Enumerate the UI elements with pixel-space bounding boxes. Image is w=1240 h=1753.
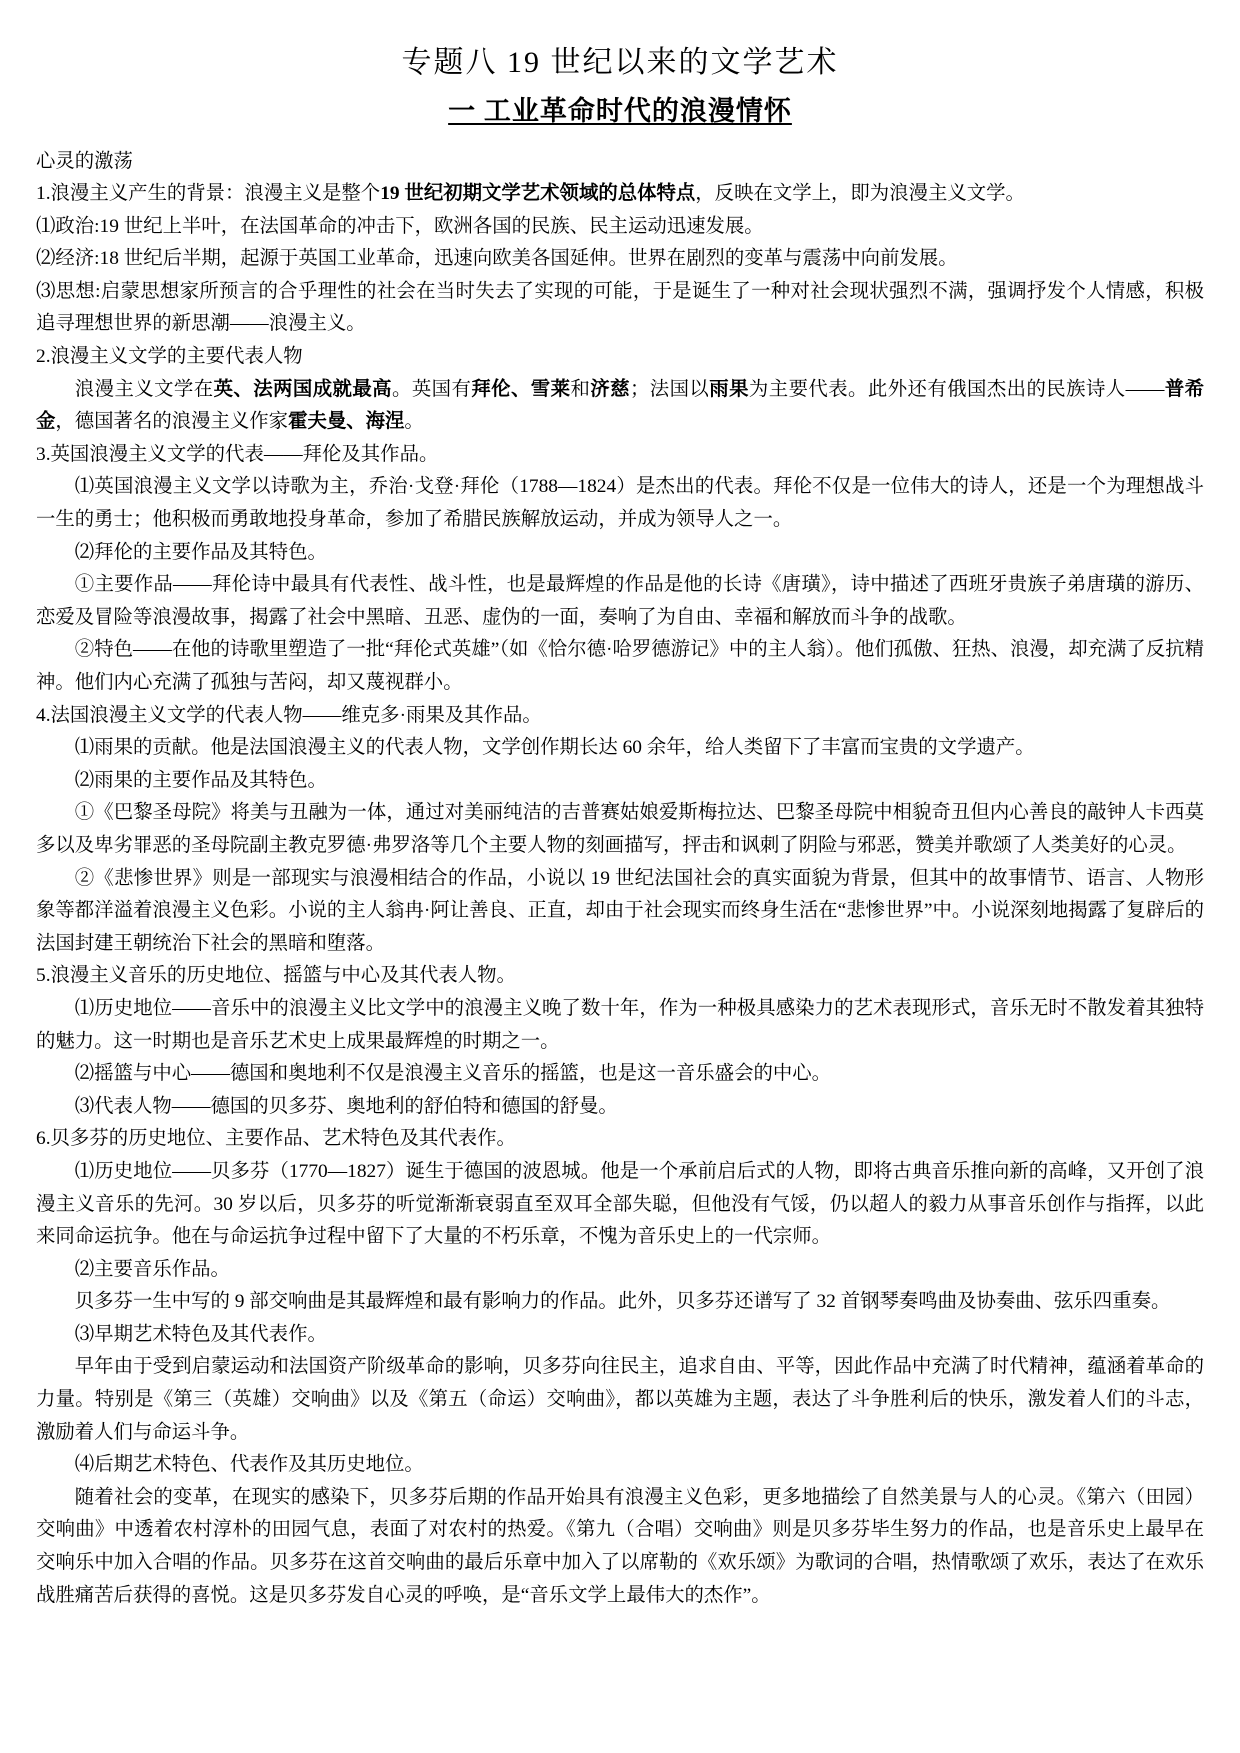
p-1-2-economy [36,243,1204,276]
p-6-heading [36,1123,1204,1156]
p-6-3-body [36,1351,1204,1449]
p-3-2 [36,537,1204,570]
p-1-3-thought [36,276,1204,341]
emphasis-run: 英、法两国成就最高 [213,378,393,400]
emphasis-run: 普希金 [36,378,1205,433]
p-6-2 [36,1254,1204,1287]
p-4-2-2 [36,863,1204,961]
text-run: 随着社会的变革，在现实的感染下，贝多芬后期的作品开始具有浪漫主义色彩，更多地描绘了自然美景与人的心灵。《第六（田园）交响曲》中透着农村淳朴的田园气息，表面了对农村的热爱。《第九（合唱）交响曲》则是贝多芬毕生努力的作品，也是音乐史上最早在交响乐中加入合唱的作品。贝多芬在这首交响曲的最后乐章中加入了以席勒的《欢乐颂》为歌词的合唱，热情歌颂了欢乐，表达了在欢乐战胜痛苦后获得的喜悦。这是贝多芬发自心灵的呼唤，是“音乐文学上最伟大的杰作”。 [36,1486,1204,1606]
text-run: ⑶思想:启蒙思想家所预言的合乎理性的社会在当时失去了实现的可能，于是诞生了一种对社会现状强烈不满，强调抒发个人情感，积极追寻理想世界的新思潮——浪漫主义。 [36,280,1204,335]
text-run: 2.浪漫主义文学的主要代表人物 [36,346,303,368]
text-run: ；法国以 [629,378,710,400]
page-subtitle-text: 一 工业革命时代的浪漫情怀 [448,96,792,126]
text-run: 浪漫主义文学在 [74,378,214,400]
emphasis-run: 济慈 [590,378,630,400]
p-6-4 [36,1449,1204,1482]
p-6-3 [36,1319,1204,1352]
text-run: ⑷后期艺术特色、代表作及其历史地位。 [74,1454,424,1476]
document-body [36,146,1204,1613]
text-run: 早年由于受到启蒙运动和法国资产阶级革命的影响，贝多芬向往民主，追求自由、平等，因此作品中充满了时代精神，蕴涵着革命的力量。特别是《第三（英雄）交响曲》以及《第五（命运）交响曲》，都以英雄为主题，表达了斗争胜利后的快乐，激发着人们的斗志，激励着人们与命运斗争。 [36,1356,1204,1443]
text-run: ，反映在文学上，即为浪漫主义文学。 [695,183,1025,205]
p-4-heading [36,700,1204,733]
text-run: ②特色——在他的诗歌里塑造了一批“拜伦式英雄”（如《恰尔德·哈罗德游记》中的主人翁）。他们孤傲、狂热、浪漫，却充满了反抗精神。他们内心充满了孤独与苦闷，却又蔑视群小。 [36,639,1204,693]
p-5-2 [36,1058,1204,1091]
paragraph-list [36,178,1204,1612]
p-3-2-1 [36,569,1204,634]
emphasis-run: 19 世纪初期文学艺术领域的总体特点 [380,183,696,205]
section-label: 心灵的激荡 [36,150,133,172]
p-5-heading [36,960,1204,993]
p-2-heading [36,341,1204,374]
p-3-heading [36,439,1204,472]
text-run: ⑶早期艺术特色及其代表作。 [74,1323,327,1345]
page-subtitle [36,91,1204,132]
text-run: ⑵拜伦的主要作品及其特色。 [74,541,327,563]
text-run: ⑵雨果的主要作品及其特色。 [74,769,327,791]
text-run: ，德国著名的浪漫主义作家 [55,411,289,433]
p-5-1 [36,993,1204,1058]
text-run: ①《巴黎圣母院》将美与丑融为一体，通过对美丽纯洁的吉普赛姑娘爱斯梅拉达、巴黎圣母院中相貌奇丑但内心善良的敲钟人卡西莫多以及卑劣罪恶的圣母院副主教克罗德·弗罗洛等几个主要人物的刻画描写，抨击和讽刺了阴险与邪恶，赞美并歌颂了人类美好的心灵。 [36,802,1204,856]
p-6-4-body [36,1482,1204,1612]
emphasis-run: 霍夫曼、海涅 [288,411,405,433]
p-4-1 [36,732,1204,765]
p-1-background [36,178,1204,211]
text-run: 1.浪漫主义产生的背景：浪漫主义是整个 [36,183,381,205]
p-3-2-2 [36,634,1204,699]
text-run: 。 [404,411,424,433]
text-run: ⑴历史地位——音乐中的浪漫主义比文学中的浪漫主义晚了数十年，作为一种极具感染力的艺术表现形式，音乐无时不散发着其独特的魅力。这一时期也是音乐艺术史上成果最辉煌的时期之一。 [36,997,1204,1052]
text-run: 4.法国浪漫主义文学的代表人物——维克多·雨果及其作品。 [36,704,542,726]
p-2-body [36,374,1204,439]
p-6-2-body [36,1286,1204,1319]
text-run: ⑴政治:19 世纪上半叶，在法国革命的冲击下，欧洲各国的民族、民主运动迅速发展。 [36,215,764,237]
emphasis-run: 拜伦、雪莱 [471,378,571,400]
p-1-1-politics [36,211,1204,244]
emphasis-run: 雨果 [709,378,749,400]
text-run: ⑴英国浪漫主义文学以诗歌为主，乔治·戈登·拜伦（1788—1824）是杰出的代表。拜伦不仅是一位伟大的诗人，还是一个为理想战斗一生的勇士；他积极而勇敢地投身革命，参加了希腊民族解放运动，并成为领导人之一。 [36,476,1204,531]
text-run: 。英国有 [392,378,472,400]
text-run: ⑶代表人物——德国的贝多芬、奥地利的舒伯特和德国的舒曼。 [74,1095,618,1117]
text-run: ⑴历史地位——贝多芬（1770—1827）诞生于德国的波恩城。他是一个承前启后式的人物，即将古典音乐推向新的高峰，又开创了浪漫主义音乐的先河。30 岁以后，贝多芬的听觉渐渐衰弱直至双耳全部失聪，但他没有气馁，仍以超人的毅力从事音乐创作与指挥，以此来同命运抗争。他在与命运抗争过程中留下了大量的不朽乐章，不愧为音乐史上的一代宗师。 [36,1160,1204,1248]
p-4-2 [36,765,1204,798]
p-5-3 [36,1091,1204,1124]
text-run: ⑵主要音乐作品。 [74,1258,230,1280]
text-run: ②《悲惨世界》则是一部现实与浪漫相结合的作品，小说以 19 世纪法国社会的真实面貌为背景，但其中的故事情节、语言、人物形象等都洋溢着浪漫主义色彩。小说的主人翁冉·阿让善良、正直，却由于社会现实而终身生活在“悲惨世界”中。小说深刻地揭露了复辟后的法国封建王朝统治下社会的黑暗和堕落。 [36,867,1204,954]
text-run: 和 [570,378,591,400]
text-run: ⑴雨果的贡献。他是法国浪漫主义的代表人物，文学创作期长达 60 余年，给人类留下了丰富而宝贵的文学遗产。 [74,737,1035,759]
p-3-1 [36,471,1204,536]
text-run: 3.英国浪漫主义文学的代表——拜伦及其作品。 [36,443,439,465]
text-run: ①主要作品——拜伦诗中最具有代表性、战斗性，也是最辉煌的作品是他的长诗《唐璜》，诗中描述了西班牙贵族子弟唐璜的游历、恋爱及冒险等浪漫故事，揭露了社会中黑暗、丑恶、虚伪的一面，奏响了为自由、幸福和解放而斗争的战歌。 [36,574,1204,628]
p-6-1 [36,1156,1204,1254]
text-run: ⑵经济:18 世纪后半期，起源于英国工业革命，迅速向欧美各国延伸。世界在剧烈的变革与震荡中向前发展。 [36,248,958,270]
p-4-2-1 [36,797,1204,862]
text-run: 5.浪漫主义音乐的历史地位、摇篮与中心及其代表人物。 [36,965,516,987]
text-run: 贝多芬一生中写的 9 部交响曲是其最辉煌和最有影响力的作品。此外，贝多芬还谱写了 32 首钢琴奏鸣曲及协奏曲、弦乐四重奏。 [74,1291,1171,1313]
text-run: 6.贝多芬的历史地位、主要作品、艺术特色及其代表作。 [36,1128,516,1150]
text-run: 为主要代表。此外还有俄国杰出的民族诗人—— [748,378,1165,400]
page-title: 专题八 19 世纪以来的文学艺术 [401,46,839,79]
text-run: ⑵摇篮与中心——德国和奥地利不仅是浪漫主义音乐的摇篮，也是这一音乐盛会的中心。 [74,1063,832,1085]
